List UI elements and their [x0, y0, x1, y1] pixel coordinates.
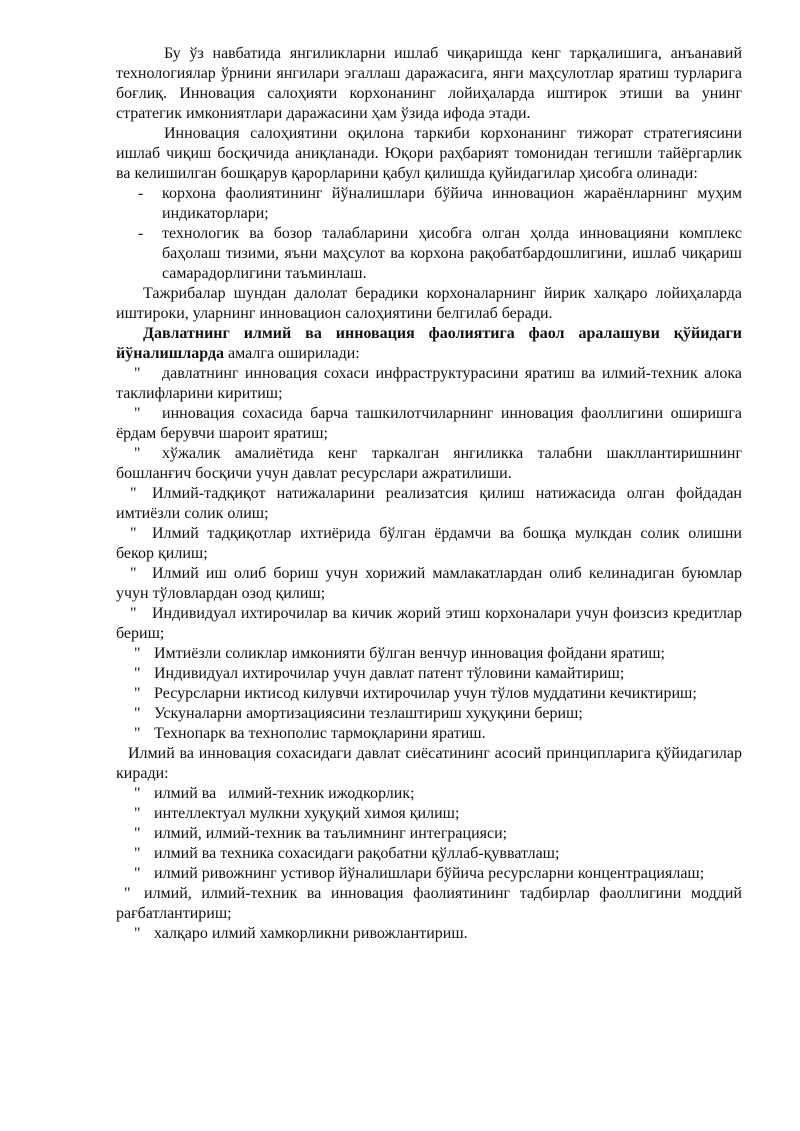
paragraph-experience: Тажрибалар шундан далолат берадики корхоналарнинг йирик халқаро лойиҳаларда иштироки, уларнинг инновацион салоҳиятини белгилаб беради. — [116, 285, 742, 322]
list-item-text: Индивидуал ихтирочилар учун давлат патент тўловини камайтириш; — [154, 665, 625, 682]
paragraph-principles: Илмий ва инновация сохасидаги давлат сиёсатининг асосий принципларига қўйидагилар киради: — [116, 745, 742, 782]
list-item — [116, 644, 742, 664]
paragraph-state-directions — [116, 324, 742, 364]
principles-list — [116, 784, 742, 944]
dash-list — [116, 184, 742, 284]
list-item-text: Ресурсларни иктисод килувчи ихтирочилар учун тўлов муддатини кечиктириш; — [154, 685, 697, 702]
dash-marker: - — [138, 185, 144, 202]
document-body — [116, 44, 742, 944]
list-item-text: давлатнинг инновация сохаси инфраструктурасини яратиш ва илмий-техник алока таклифларини киритиш; — [116, 365, 742, 402]
list-item — [116, 604, 742, 644]
quote-marker: " — [134, 725, 141, 742]
list-item — [116, 864, 742, 884]
quote-marker: " — [134, 685, 141, 702]
quote-marker: " — [134, 845, 141, 862]
quote-marker: " — [134, 865, 141, 882]
list-item-text: Индивидуал ихтирочилар ва кичик жорий этиш корхоналари учун фоизсиз кредитлар бериш; — [116, 605, 742, 642]
list-item — [116, 804, 742, 824]
quote-marker: " — [134, 445, 141, 462]
list-item — [116, 364, 742, 404]
list-item-text: технологик ва бозор талабларини ҳисобга олган ҳолда инновацияни комплекс баҳолаш тизими, яъни маҳсулот ва корхона рақобатбардошлигини, ишлаб чиқариш самарадорлигини таъминлаш. — [162, 225, 742, 282]
paragraph-text: амалга оширилади: — [224, 345, 360, 362]
list-item-text: Илмий тадқиқотлар ихтиёрида бўлган ёрдамчи ва бошқа мулкдан солик олишни бекор қилиш; — [116, 525, 742, 562]
quote-marker: " — [134, 785, 141, 802]
quote-marker: " — [124, 885, 131, 902]
list-item-text: Илмий-тадқиқот натижаларини реализатсия қилиш натижасида олган фойдадан имтиёзли солик олиш; — [116, 485, 742, 522]
list-item — [116, 444, 742, 484]
list-item-text: илмий, илмий-техник ва таълимнинг интеграцияси; — [154, 825, 508, 842]
list-item-text: Технопарк ва технополис тармоқларини яратиш. — [154, 725, 486, 742]
quote-marker: " — [130, 525, 137, 542]
quote-marker: " — [134, 705, 141, 722]
list-item — [116, 524, 742, 564]
list-item — [116, 684, 742, 704]
list-item — [116, 884, 742, 924]
list-item-text: Илмий иш олиб бориш учун хорижий мамлакатлардан олиб келинадиган буюмлар учун тўловлардан озод қилиш; — [116, 565, 742, 602]
list-item-text: интеллектуал мулкни хуқуқий химоя қилиш; — [154, 805, 460, 822]
quote-marker: " — [134, 825, 141, 842]
list-item-text: халқаро илмий хамкорликни ривожлантириш. — [154, 925, 468, 942]
quote-marker: " — [130, 485, 137, 502]
quote-marker: " — [134, 805, 141, 822]
list-item — [116, 844, 742, 864]
list-item-text: илмий ва илмий-техник ижодкорлик; — [154, 785, 415, 802]
quote-marker: " — [134, 365, 141, 382]
list-item — [116, 664, 742, 684]
list-item-text: хўжалик амалиётида кенг таркалган янгиликка талабни шакллантиришнинг бошланғич босқичи учун давлат ресурслари ажратилиши. — [116, 445, 742, 482]
list-item — [116, 404, 742, 444]
list-item-text: Имтиёзли соликлар имконияти бўлган венчур инновация фойдани яратиш; — [154, 645, 665, 662]
paragraph-intro: Бу ўз навбатида янгиликларни ишлаб чиқаришда кенг тарқалишига, анъанавий технологиялар ўрнини янгилари эгаллаш даражасига, янги маҳсулотлар яратиш турларига боғлиқ. Инновация салоҳияти корхонанинг лойиҳаларда иштирок этиши ва унинг стратегик имкониятлари даражасини ҳам ўзида ифода этади. — [116, 45, 742, 122]
quote-marker: " — [134, 665, 141, 682]
list-item — [116, 564, 742, 604]
state-directions-list — [116, 364, 742, 744]
quote-marker: " — [134, 925, 141, 942]
list-item-text: корхона фаолиятининг йўналишлари бўйича инновацион жараёнларнинг муҳим индикаторлари; — [162, 185, 742, 222]
paragraph-innovation-potential: Инновация салоҳиятини оқилона таркиби корхонанинг тижорат стратегиясини ишлаб чиқиш босқичида аниқланади. Юқори раҳбарият томонидан тегишли тайёргарлик ва келишилган бошқарув қарорларини қабул қилишда қуйидагилар ҳисобга олинади: — [116, 125, 742, 182]
list-item-text: Ускуналарни амортизациясини тезлаштириш хуқуқини бериш; — [154, 705, 583, 722]
list-item-text: инновация сохасида барча ташкилотчиларнинг инновация фаоллигини оширишга ёрдам берувчи шароит яратиш; — [116, 405, 742, 442]
list-item — [116, 784, 742, 804]
list-item-text: илмий ва техника сохасидаги рақобатни қўллаб-қувватлаш; — [154, 845, 560, 862]
list-item — [116, 184, 742, 224]
list-item — [116, 224, 742, 284]
bold-heading: Давлатнинг илмий ва инновация фаолиятига фаол аралашуви қўйидаги йўналишларда — [116, 325, 742, 362]
list-item — [116, 484, 742, 524]
list-item — [116, 824, 742, 844]
list-item — [116, 704, 742, 724]
dash-marker: - — [138, 225, 144, 242]
quote-marker: " — [130, 565, 137, 582]
quote-marker: " — [134, 405, 141, 422]
list-item — [116, 724, 742, 744]
quote-marker: " — [134, 645, 141, 662]
list-item — [116, 924, 742, 944]
list-item-text: илмий ривожнинг устивор йўналишлари бўйича ресурсларни концентрациялаш; — [154, 865, 705, 882]
list-item-text: илмий, илмий-техник ва инновация фаолиятининг тадбирлар фаоллигини моддий рағбатлантириш; — [116, 885, 742, 922]
quote-marker: " — [130, 605, 137, 622]
